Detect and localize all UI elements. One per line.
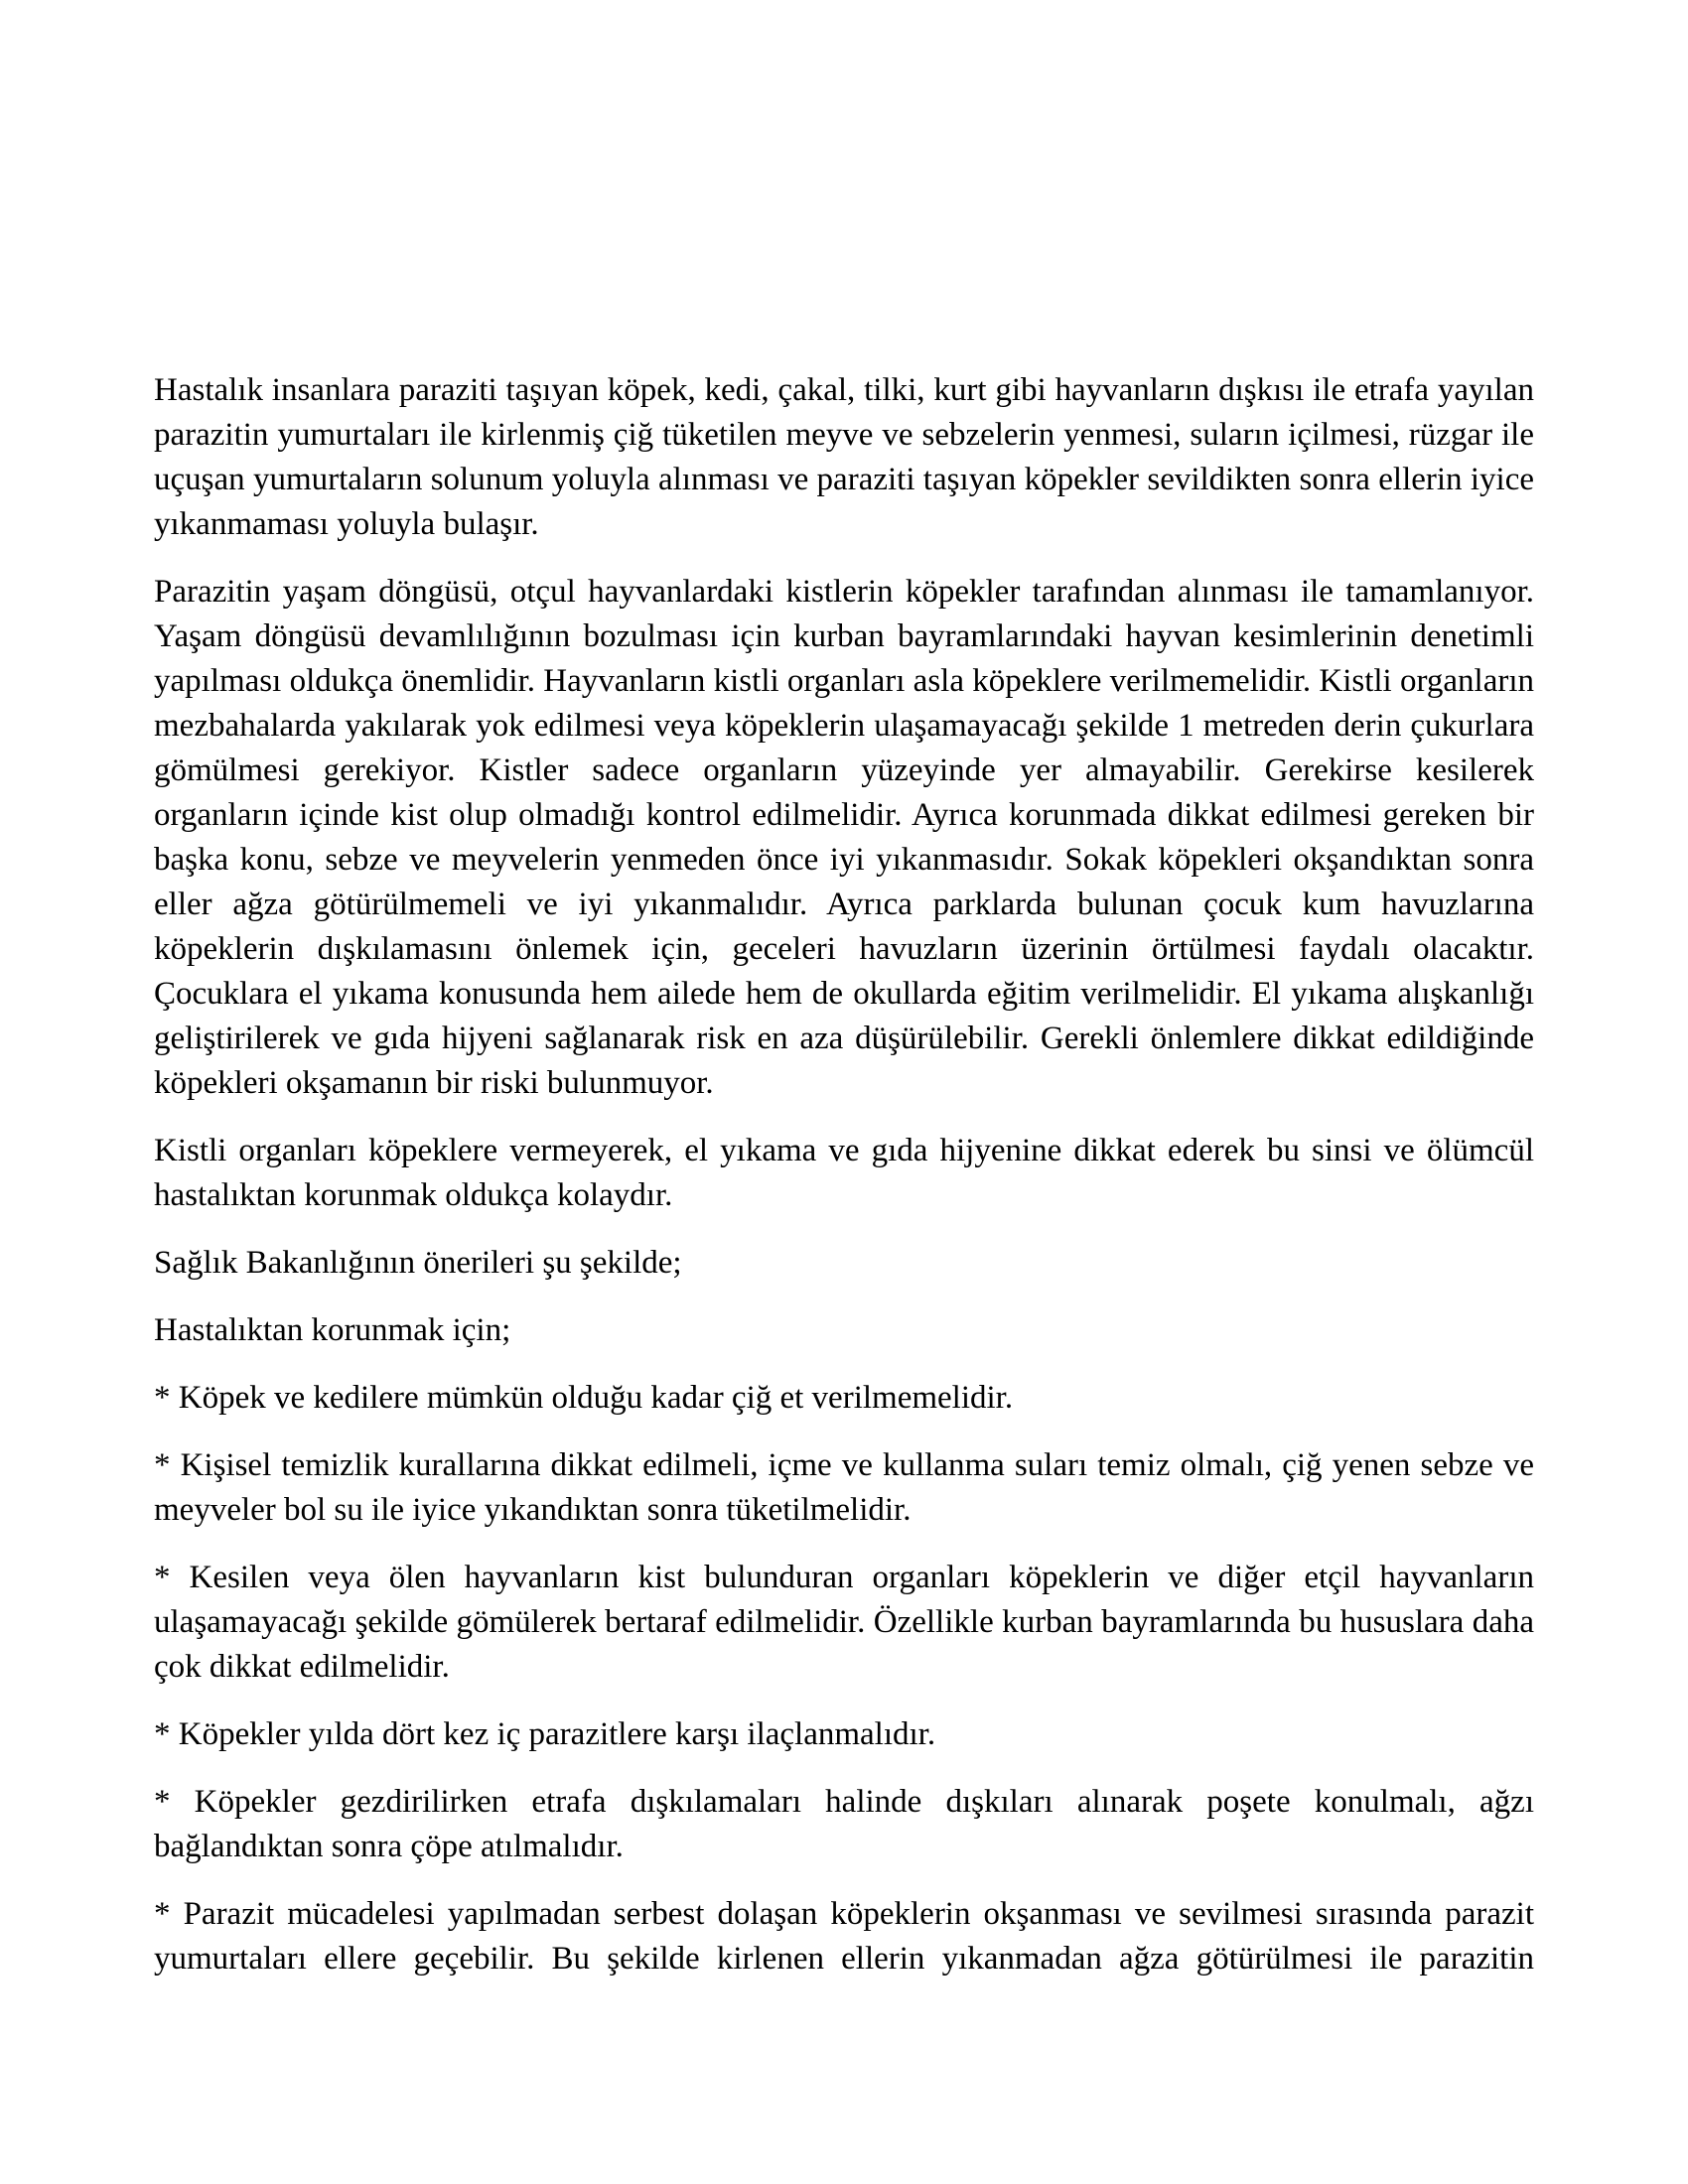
paragraph: * Parazit mücadelesi yapılmadan serbest dolaşan köpeklerin okşanması ve sevilmesi sırasında parazit yumurtaları ellere geçebilir. Bu şekilde kirlenen ellerin yıkanmadan ağza götürülmesi ile parazitin <box>154 1896 1534 1977</box>
document-body <box>154 368 1534 1981</box>
paragraph: Sağlık Bakanlığının önerileri şu şekilde; <box>154 1245 682 1281</box>
paragraph: * Köpek ve kedilere mümkün olduğu kadar çiğ et verilmemelidir. <box>154 1380 1014 1416</box>
paragraph: * Köpekler gezdirilirken etrafa dışkılamaları halinde dışkıları alınarak poşete konulmalı, ağzı bağlandıktan sonra çöpe atılmalıdır. <box>154 1784 1534 1864</box>
paragraph: Hastalıktan korunmak için; <box>154 1312 511 1348</box>
paragraph: Hastalık insanlara paraziti taşıyan köpek, kedi, çakal, tilki, kurt gibi hayvanların dışkısı ile etrafa yayılan parazitin yumurtaları ile kirlenmiş çiğ tüketilen meyve ve sebzelerin yenmesi, suların içilmesi, rüzgar ile uçuşan yumurtaların solunum yoluyla alınması ve paraziti taşıyan köpekler sevildikten sonra ellerin iyice yıkanmaması yoluyla bulaşır. <box>154 372 1534 542</box>
paragraph: Kistli organları köpeklere vermeyerek, el yıkama ve gıda hijyenine dikkat ederek bu sinsi ve ölümcül hastalıktan korunmak oldukça kolaydır. <box>154 1133 1534 1213</box>
paragraph: * Köpekler yılda dört kez iç parazitlere karşı ilaçlanmalıdır. <box>154 1716 936 1752</box>
paragraph: * Kesilen veya ölen hayvanların kist bulunduran organları köpeklerin ve diğer etçil hayvanların ulaşamayacağı şekilde gömülerek bertaraf edilmelidir. Özellikle kurban bayramlarında bu hususlara daha çok dikkat edilmelidir. <box>154 1560 1534 1685</box>
paragraph: Parazitin yaşam döngüsü, otçul hayvanlardaki kistlerin köpekler tarafından alınması ile tamamlanıyor. Yaşam döngüsü devamlılığının bozulması için kurban bayramlarındaki hayvan kesimlerinin denetimli yapılması oldukça önemlidir. Hayvanların kistli organları asla köpeklere verilmemelidir. Kistli organların mezbahalarda yakılarak yok edilmesi veya köpeklerin ulaşamayacağı şekilde 1 metreden derin çukurlara gömülmesi gerekiyor. Kistler sadece organların yüzeyinde yer almayabilir. Gerekirse kesilerek organların içinde kist olup olmadığı kontrol edilmelidir. Ayrıca korunmada dikkat edilmesi gereken bir başka konu, sebze ve meyvelerin yenmeden önce iyi yıkanmasıdır. Sokak köpekleri okşandıktan sonra eller ağza götürülmemeli ve iyi yıkanmalıdır. Ayrıca parklarda bulunan çocuk kum havuzlarına köpeklerin dışkılamasını önlemek için, geceleri havuzların üzerinin örtülmesi faydalı olacaktır. Çocuklara el yıkama konusunda hem ailede hem de okullarda eğitim verilmelidir. El yıkama alışkanlığı geliştirilerek ve gıda hijyeni sağlanarak risk en aza düşürülebilir. Gerekli önlemlere dikkat edildiğinde köpekleri okşamanın bir riski bulunmuyor. <box>154 574 1534 1101</box>
paragraph: * Kişisel temizlik kurallarına dikkat edilmeli, içme ve kullanma suları temiz olmalı, çiğ yenen sebze ve meyveler bol su ile iyice yıkandıktan sonra tüketilmelidir. <box>154 1447 1534 1528</box>
